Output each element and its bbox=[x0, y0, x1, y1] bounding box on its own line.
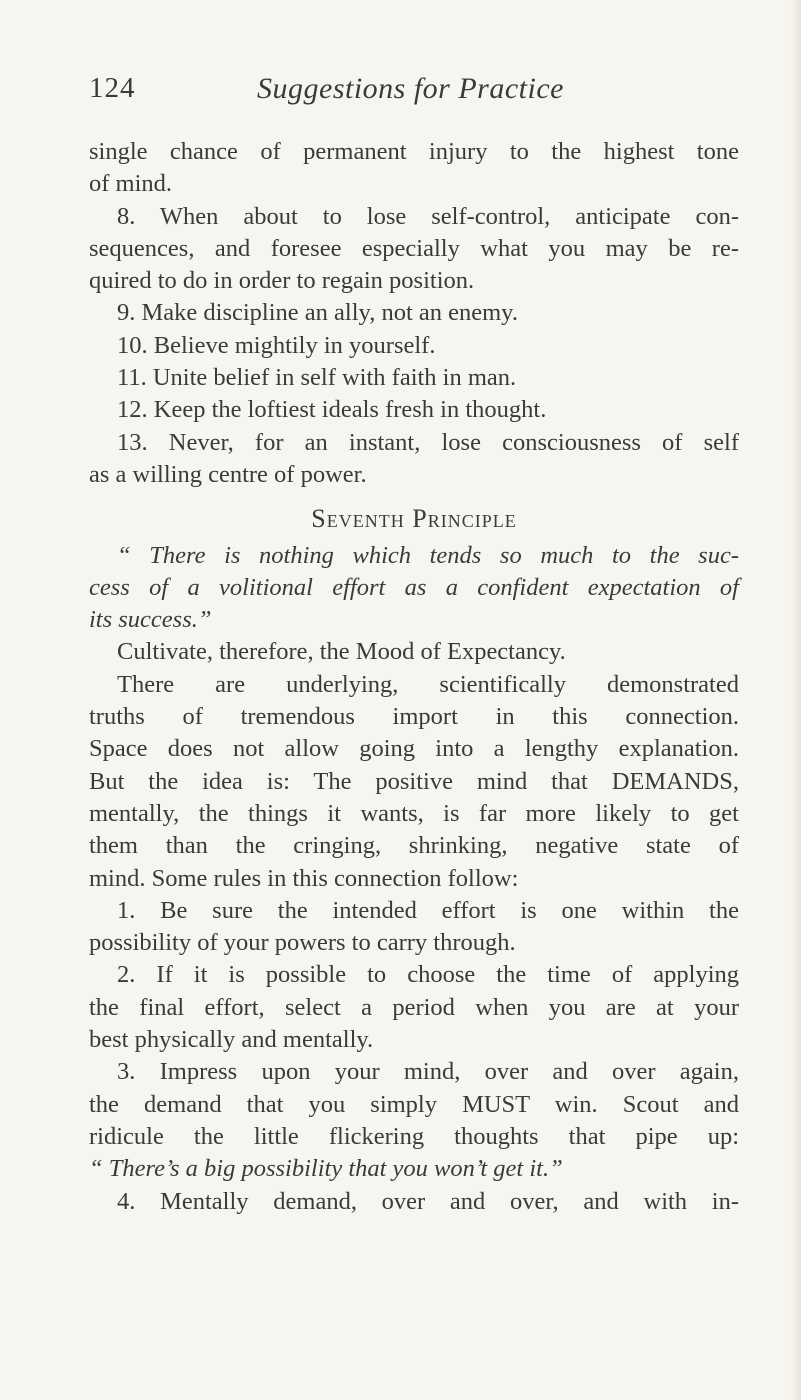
quote-line: “ There is nothing which tends so much to the suc- bbox=[117, 541, 739, 569]
quote-line: “ There’s a big possibility that you won’t get it.” bbox=[89, 1155, 563, 1183]
text-line: 1. Be sure the intended effort is one within the bbox=[117, 896, 739, 924]
page-number: 124 bbox=[89, 72, 136, 104]
text-line: the final effort, select a period when you are at your bbox=[89, 993, 739, 1021]
text-line: quired to do in order to regain position. bbox=[89, 267, 475, 295]
text-line: But the idea is: The positive mind that DEMANDS, bbox=[89, 767, 739, 795]
page-edge-shadow bbox=[791, 0, 801, 1400]
text-line: 9. Make discipline an ally, not an enemy. bbox=[117, 299, 518, 327]
text-line: 3. Impress upon your mind, over and over again, bbox=[117, 1058, 739, 1086]
text-line: 4. Mentally demand, over and over, and with in- bbox=[117, 1187, 739, 1215]
text-line: 12. Keep the loftiest ideals fresh in thought. bbox=[117, 396, 547, 424]
text-line: 11. Unite belief in self with faith in man. bbox=[117, 364, 517, 392]
text-line: 2. If it is possible to choose the time of applying bbox=[117, 961, 739, 989]
quote-line: cess of a volitional effort as a confident expectation of bbox=[89, 573, 739, 601]
text-line: 13. Never, for an instant, lose consciousness of self bbox=[117, 428, 739, 456]
body-text bbox=[89, 136, 739, 1218]
text-line: 10. Believe mightily in yourself. bbox=[117, 331, 436, 359]
text-line: mentally, the things it wants, is far more likely to get bbox=[89, 799, 739, 827]
text-line: single chance of permanent injury to the highest tone bbox=[89, 138, 739, 165]
text-line: them than the cringing, shrinking, negative state of bbox=[89, 832, 739, 860]
quote-line: its success.” bbox=[89, 606, 212, 634]
page-header bbox=[89, 72, 729, 116]
text-line: truths of tremendous import in this connection. bbox=[89, 703, 739, 731]
text-line: of mind. bbox=[89, 170, 173, 198]
text-line: Space does not allow going into a lengthy explanation. bbox=[89, 735, 739, 763]
text-line: mind. Some rules in this connection follow: bbox=[89, 864, 519, 892]
text-line: sequences, and foresee especially what you may be re- bbox=[89, 234, 739, 262]
text-line: ridicule the little flickering thoughts that pipe up: bbox=[89, 1122, 739, 1150]
text-line: the demand that you simply MUST win. Scout and bbox=[89, 1090, 739, 1118]
text-line: 8. When about to lose self-control, anticipate con- bbox=[117, 202, 739, 230]
text-line: Cultivate, therefore, the Mood of Expectancy. bbox=[117, 638, 566, 666]
text-line: as a willing centre of power. bbox=[89, 460, 367, 488]
text-line: There are underlying, scientifically demonstrated bbox=[117, 670, 739, 698]
section-heading: Seventh Principle bbox=[311, 504, 517, 534]
text-line: best physically and mentally. bbox=[89, 1026, 374, 1054]
text-line: possibility of your powers to carry through. bbox=[89, 929, 516, 957]
running-title: Suggestions for Practice bbox=[257, 72, 564, 105]
